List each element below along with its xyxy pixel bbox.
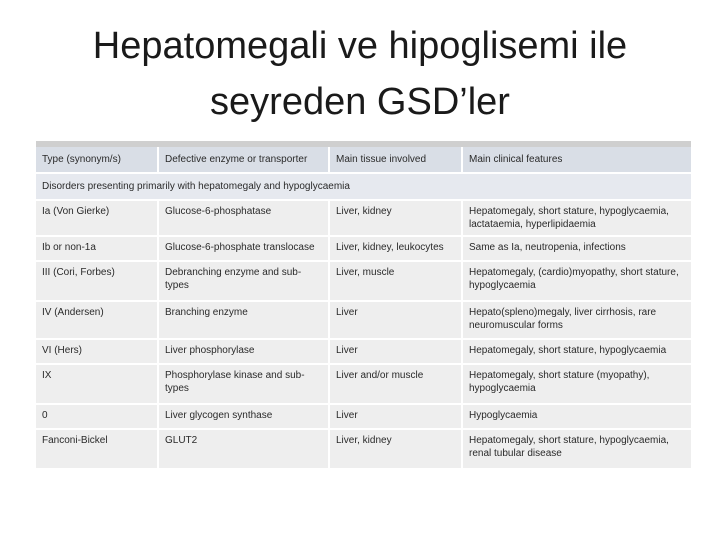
gsd-table [36,147,691,468]
table-row [36,261,691,301]
cell-enzyme: Phosphorylase kinase and sub-types [158,364,329,404]
table-row [36,301,691,339]
cell-features: Hepatomegaly, short stature, hypoglycaemia, lactataemia, hyperlipidaemia [462,200,691,236]
cell-features: Hepatomegaly, short stature (myopathy), hypoglycaemia [462,364,691,404]
cell-tissue: Liver, kidney [329,429,462,468]
header-type: Type (synonym/s) [36,147,158,173]
cell-tissue: Liver, kidney, leukocytes [329,236,462,261]
table-section-row [36,173,691,200]
cell-tissue: Liver and/or muscle [329,364,462,404]
cell-tissue: Liver [329,301,462,339]
cell-tissue: Liver, muscle [329,261,462,301]
cell-features: Hepatomegaly, short stature, hypoglycaemia, renal tubular disease [462,429,691,468]
cell-features: Hypoglycaemia [462,404,691,429]
cell-type: VI (Hers) [36,339,158,364]
cell-features: Hepatomegaly, short stature, hypoglycaemia [462,339,691,364]
header-features: Main clinical features [462,147,691,173]
table-row [36,200,691,236]
cell-type: Ib or non-1a [36,236,158,261]
table-row [36,339,691,364]
section-heading: Disorders presenting primarily with hepatomegaly and hypoglycaemia [36,173,691,200]
cell-enzyme: Liver phosphorylase [158,339,329,364]
table-row [36,236,691,261]
cell-type: 0 [36,404,158,429]
title-line-1: Hepatomegali ve hipoglisemi ile [92,25,628,67]
gsd-table-container [36,141,691,468]
cell-enzyme: Glucose-6-phosphate translocase [158,236,329,261]
cell-tissue: Liver [329,404,462,429]
header-enzyme: Defective enzyme or transporter [158,147,329,173]
slide-title [0,18,720,130]
cell-enzyme: Liver glycogen synthase [158,404,329,429]
cell-type: Ia (Von Gierke) [36,200,158,236]
table-row [36,429,691,468]
cell-features: Hepatomegaly, (cardio)myopathy, short stature, hypoglycaemia [462,261,691,301]
cell-type: III (Cori, Forbes) [36,261,158,301]
cell-type: IX [36,364,158,404]
cell-tissue: Liver, kidney [329,200,462,236]
cell-type: IV (Andersen) [36,301,158,339]
table-row [36,404,691,429]
cell-features: Hepato(spleno)megaly, liver cirrhosis, rare neuromuscular forms [462,301,691,339]
cell-enzyme: Branching enzyme [158,301,329,339]
cell-tissue: Liver [329,339,462,364]
cell-enzyme: Debranching enzyme and sub-types [158,261,329,301]
cell-features: Same as Ia, neutropenia, infections [462,236,691,261]
header-tissue: Main tissue involved [329,147,462,173]
table-header-row [36,147,691,173]
title-line-2: seyreden GSD’ler [210,81,510,123]
cell-enzyme: Glucose-6-phosphatase [158,200,329,236]
cell-enzyme: GLUT2 [158,429,329,468]
cell-type: Fanconi-Bickel [36,429,158,468]
table-row [36,364,691,404]
